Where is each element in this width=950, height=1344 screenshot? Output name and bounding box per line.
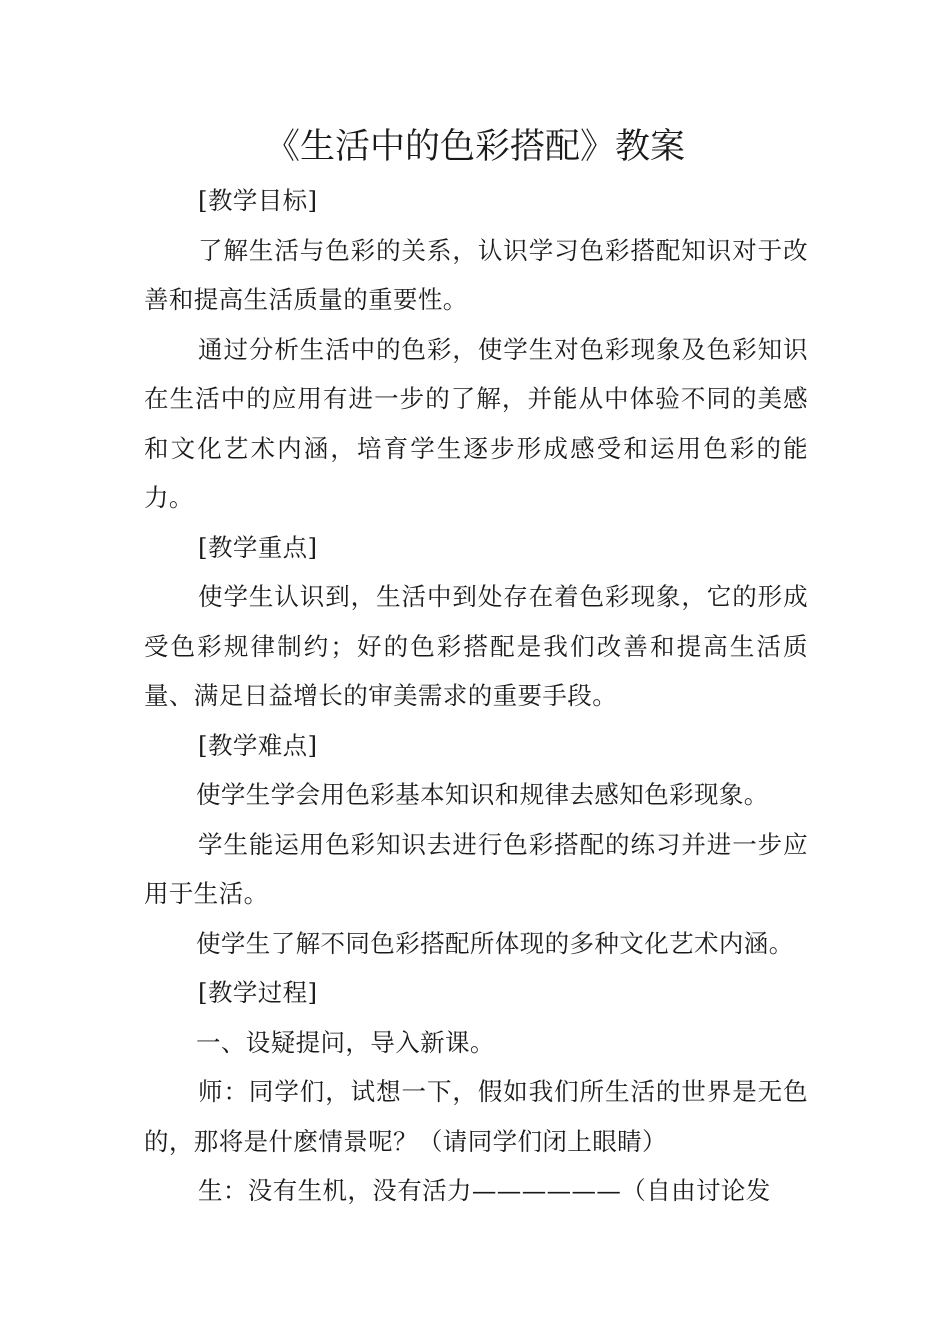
document-title: 《生活中的色彩搭配》教案 <box>264 127 685 167</box>
paragraph: 使学生学会用色彩基本知识和规律去感知色彩现象。 <box>196 780 769 809</box>
section-heading-process: [教学过程] <box>198 978 318 1007</box>
section-heading-difficulties: [教学难点] <box>198 730 318 760</box>
paragraph: 使学生认识到，生活中到处存在着色彩现象，它的形成受色彩规律制约；好的色彩搭配是我们改善和提高生活质量、满足日益增长的审美需求的重要手段。 <box>144 582 808 710</box>
section-heading-key-points: [教学重点] <box>198 532 318 562</box>
paragraph: 使学生了解不同色彩搭配所体现的多种文化艺术内涵。 <box>196 928 794 958</box>
paragraph: 了解生活与色彩的关系，认识学习色彩搭配知识对于改善和提高生活质量的重要性。 <box>144 235 808 314</box>
paragraph: 师：同学们，试想一下，假如我们所生活的世界是无色的，那将是什麽情景呢？（请同学们闭上眼睛） <box>144 1077 808 1156</box>
document-body <box>144 176 808 1216</box>
paragraph: 一、设疑提问，导入新课。 <box>196 1027 495 1057</box>
paragraph: 生：没有生机，没有活力——————（自由讨论发 <box>198 1176 771 1205</box>
section-heading-objectives: [教学目标] <box>198 186 318 215</box>
paragraph: 学生能运用色彩知识去进行色彩搭配的练习并进一步应用于生活。 <box>144 829 808 908</box>
paragraph: 通过分析生活中的色彩，使学生对色彩现象及色彩知识在生活中的应用有进一步的了解，并能从中体验不同的美感和文化艺术内涵，培育学生逐步形成感受和运用色彩的能力。 <box>144 334 808 512</box>
